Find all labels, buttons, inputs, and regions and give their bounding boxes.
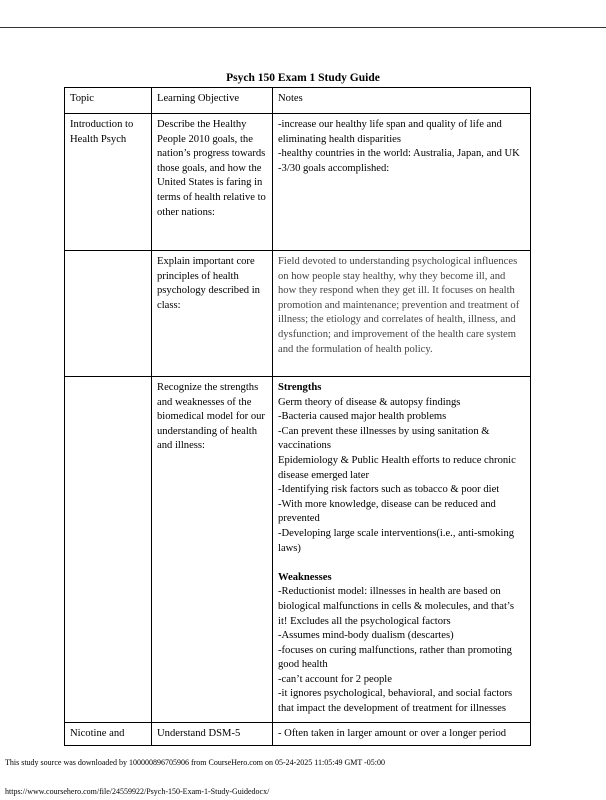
- notes-cell: [273, 114, 531, 251]
- strength-item: -Can prevent these illnesses by using sanitation & vaccinations: [278, 425, 490, 452]
- strength-item: -Identifying risk factors such as tobacco & poor diet: [278, 484, 500, 496]
- note-line: -3/30 goals accomplished:: [278, 162, 390, 174]
- strength-item: -Developing large scale interventions(i.e., anti-smoking laws): [278, 527, 515, 554]
- table-row: [65, 114, 531, 251]
- paragraph-gap: [278, 556, 525, 571]
- table-row: [65, 251, 531, 377]
- weakness-item: -can’t account for 2 people: [278, 673, 392, 685]
- strength-item: -Bacteria caused major health problems: [278, 411, 447, 423]
- objective-cell: Understand DSM-5: [152, 723, 273, 746]
- note-line: -healthy countries in the world: Australia, Japan, and UK: [278, 148, 520, 160]
- objective-cell: Explain important core principles of health psychology described in class:: [152, 251, 273, 377]
- table-row: [65, 377, 531, 723]
- download-notice: This study source was downloaded by 100000896705906 from CourseHero.com on 05-24-2025 11:05:49 GMT -05:00: [5, 758, 385, 767]
- header-topic: Topic: [65, 88, 152, 114]
- notes-cell: [273, 377, 531, 723]
- weakness-item: -Assumes mind-body dualism (descartes): [278, 630, 454, 642]
- strength-item: Epidemiology & Public Health efforts to reduce chronic disease emerged later: [278, 454, 516, 481]
- header-notes: Notes: [273, 88, 531, 114]
- topic-cell: [65, 377, 152, 723]
- weakness-item: -Reductionist model: illnesses in health are based on biological malfunctions in cells & molecules, and that’s it! Excludes all the psychological factors: [278, 586, 514, 627]
- table-row: [65, 723, 531, 746]
- strength-item: -With more knowledge, disease can be reduced and prevented: [278, 498, 496, 525]
- study-guide-table: [64, 87, 531, 746]
- objective-cell: Recognize the strengths and weaknesses of the biomedical model for our understanding of health and illness:: [152, 377, 273, 723]
- note-line: -increase our healthy life span and quality of life and eliminating health disparities: [278, 119, 502, 145]
- notes-cell: - Often taken in larger amount or over a longer period: [273, 723, 531, 746]
- strength-item: Germ theory of disease & autopsy findings: [278, 396, 461, 408]
- objective-cell: Describe the Healthy People 2010 goals, the nation’s progress towards those goals, and how the United States is faring in terms of health relative to other nations:: [152, 114, 273, 251]
- document-title: Psych 150 Exam 1 Study Guide: [226, 72, 380, 84]
- weakness-item: -it ignores psychological, behavioral, and social factors that impact the development of treatment for illnesses: [278, 688, 513, 715]
- topic-cell: Introduction to Health Psych: [65, 114, 152, 251]
- weakness-item: -focuses on curing malfunctions, rather than promoting good health: [278, 644, 512, 671]
- table-header-row: [65, 88, 531, 114]
- source-url-link[interactable]: https://www.coursehero.com/file/24559922/Psych-150-Exam-1-Study-Guidedocx/: [5, 787, 270, 796]
- topic-cell: [65, 251, 152, 377]
- top-rule: [0, 27, 606, 28]
- notes-cell: Field devoted to understanding psychological influences on how people stay healthy, why they become ill, and how they respond when they get ill. It focuses on health promotion and maintenance; prevention and treatment of illness; the etiology and correlates of health, illness, and dysfunction; and improvement of the health care system and the formulation of health policy.: [273, 251, 531, 377]
- strengths-heading: Strengths: [278, 382, 322, 393]
- topic-cell: Nicotine and: [65, 723, 152, 746]
- weaknesses-heading: Weaknesses: [278, 571, 332, 583]
- header-learning-objective: Learning Objective: [152, 88, 273, 114]
